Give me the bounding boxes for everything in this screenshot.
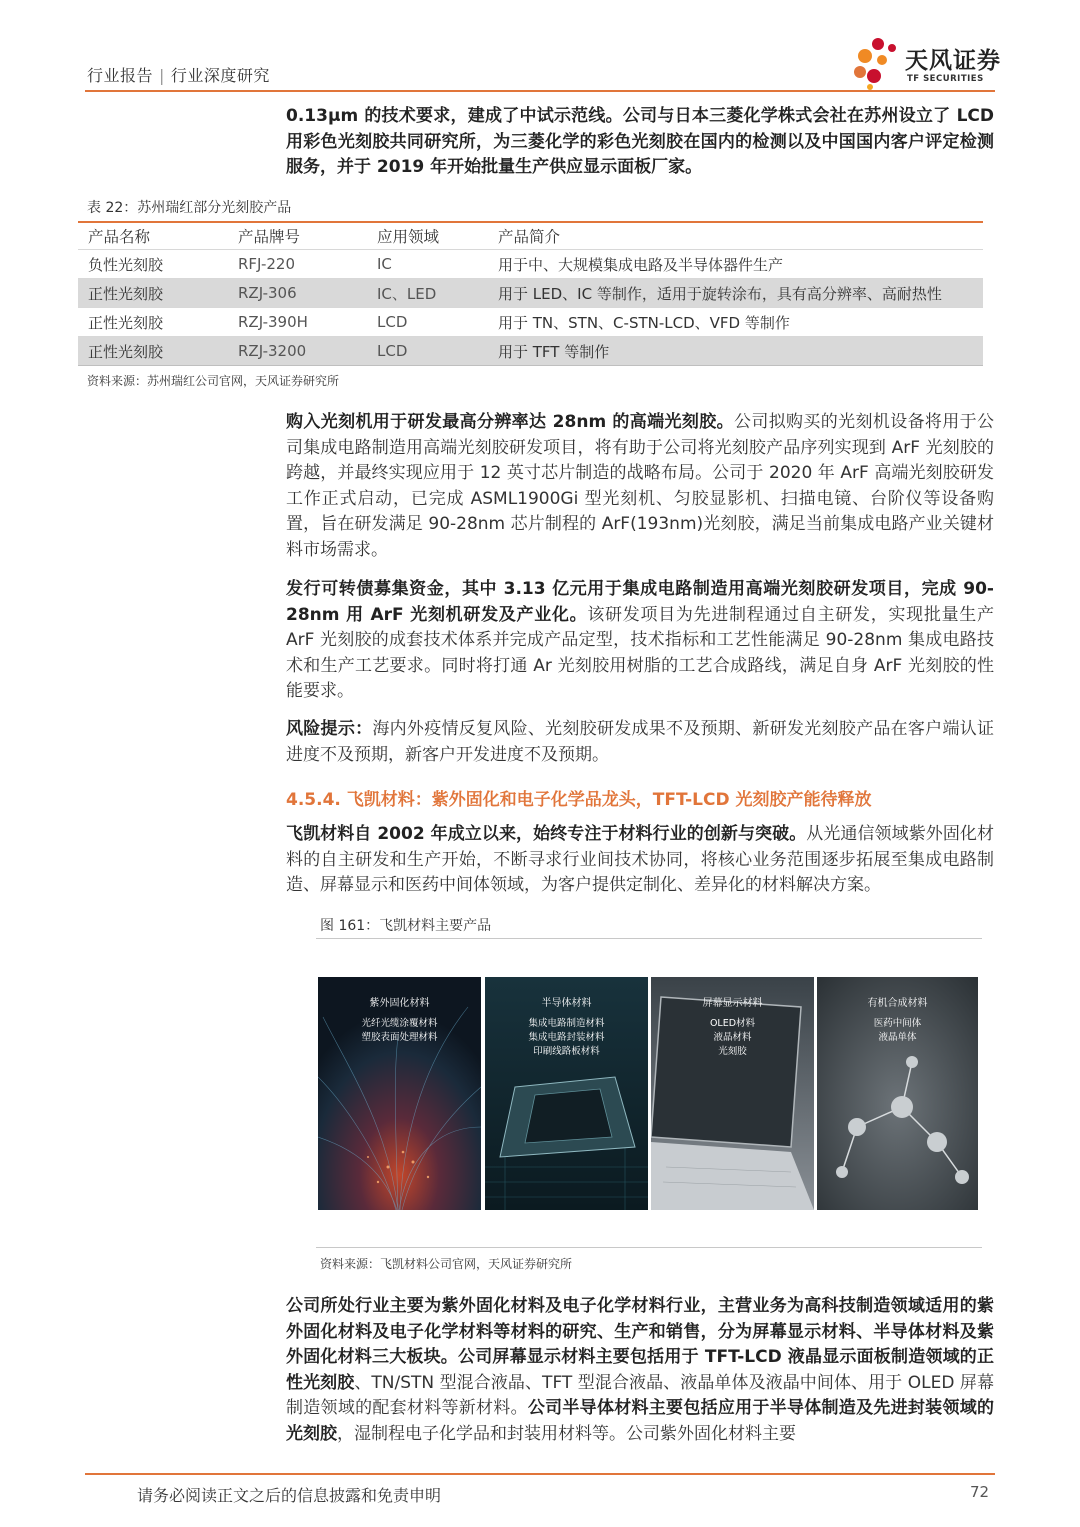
fiber-optic-image — [318, 977, 481, 1210]
paragraph-convertible-bond — [286, 577, 994, 705]
table-row — [78, 250, 983, 279]
table-bottom-rule — [78, 365, 983, 366]
table-cell: 正性光刻胶 — [78, 337, 228, 366]
panel-item: 集成电路封装材料 — [528, 1032, 605, 1043]
tf-securities-logo-icon — [848, 36, 908, 90]
logo-text-cn: 天风证券 — [905, 48, 1001, 74]
table-cell: LCD — [367, 308, 488, 337]
table-cell: 正性光刻胶 — [78, 279, 228, 308]
figure-source: 资料来源：飞凯材料公司官网，天风证券研究所 — [320, 1257, 573, 1271]
table-header-cell: 产品名称 — [88, 228, 151, 246]
panel-items — [318, 1017, 481, 1045]
table-header-cell: 产品牌号 — [238, 228, 301, 246]
logo-text-en: TF SECURITIES — [907, 74, 984, 84]
paragraph-risk — [286, 717, 994, 768]
paragraph-company-intro — [286, 822, 994, 899]
figure-caption: 图 161：飞凯材料主要产品 — [320, 918, 492, 934]
panel-item: 塑胶表面处理材料 — [361, 1032, 438, 1043]
page-number: 72 — [970, 1483, 990, 1501]
paragraph-business — [286, 1294, 994, 1447]
table-cell: IC、LED — [367, 279, 488, 308]
figure-bottom-rule — [316, 1247, 982, 1248]
intro-text: 0.13μm 的技术要求，建成了中试示范线。公司与日本三菱化学株式会社在苏州设立了 LCD 用彩色光刻胶共同研究所，为三菱化学的彩色光刻胶在国内的检测以及中国国内客户评定检测服务，并于 2019 年开始批量生产供应显示面板厂家。 — [286, 106, 994, 177]
panel-item: 印刷线路板材料 — [533, 1046, 600, 1057]
table-cell: RFJ-220 — [228, 250, 367, 279]
paragraph-lead: 发行可转债募集资金，其中 3.13 亿元用于集成电路制造用高端光刻胶研发项目，完成 90-28nm 用 ArF 光刻机研发及产业化。 — [286, 579, 994, 625]
paragraph-lead: 购入光刻机用于研发最高分辨率达 28nm 的高端光刻胶。 — [286, 412, 734, 432]
table-header-cell: 产品简介 — [498, 228, 561, 246]
panel-title: 紫外固化材料 — [369, 998, 430, 1009]
paragraph-emphasis: 公司半导体材料主要包括应用于半导体制造及先进封装领域的光刻胶 — [286, 1398, 995, 1444]
report-type — [87, 63, 270, 86]
panel-items — [485, 1017, 648, 1059]
table-row — [78, 279, 983, 308]
intro-paragraph — [286, 104, 994, 181]
header-rule — [85, 90, 995, 92]
panel-title: 半导体材料 — [541, 998, 592, 1009]
table-cell: RZJ-3200 — [228, 337, 367, 366]
paragraph-lead: 公司所处行业主要为紫外固化材料及电子化学材料行业，主营业务为高科技制造领域适用的紫外固化材料及电子化学材料等材料的研究、生产和销售，分为屏幕显示材料、半导体材料及紫外固化材料三大板块。公司屏幕显示材料主要包括用于 TFT-LCD 液晶显示面板制造领域的正性光刻胶 — [286, 1296, 994, 1393]
panel-item: 医药中间体 — [873, 1018, 922, 1029]
panel-item: 光刻胶 — [718, 1046, 747, 1057]
table-source: 资料来源：苏州瑞红公司官网，天风证券研究所 — [87, 374, 340, 388]
footer-rule — [85, 1473, 995, 1475]
table-cell: RZJ-390H — [228, 308, 367, 337]
table-row — [78, 337, 983, 366]
paragraph-body: 海内外疫情反复风险、光刻胶研发成果不及预期、新研发光刻胶产品在客户端认证进度不及预期，新客户开发进度不及预期。 — [286, 719, 994, 765]
report-category: 行业报告 — [87, 66, 154, 85]
table-cell: 负性光刻胶 — [78, 250, 228, 279]
paragraph-body: ，湿制程电子化学品和封装用材料等。公司紫外固化材料主要 — [337, 1423, 796, 1444]
paragraph-lead: 飞凯材料自 2002 年成立以来，始终专注于材料行业的创新与突破。 — [286, 824, 807, 844]
table-caption: 表 22：苏州瑞红部分光刻胶产品 — [87, 200, 292, 216]
table-cell: 用于中、大规模集成电路及半导体器件生产 — [488, 250, 983, 279]
paragraph-lead: 风险提示： — [286, 719, 373, 739]
chip-image — [485, 977, 648, 1210]
panel-item: 液晶材料 — [713, 1032, 752, 1043]
paragraph-body: 从光通信领域紫外固化材料的自主研发和生产开始，不断寻求行业间技术协同，将核心业务范围逐步拓展至集成电路制造、屏幕显示和医药中间体领域，为客户提供定制化、差异化的材料解决方案。 — [286, 824, 994, 895]
paragraph-body: 该研发项目为先进制程通过自主研发，实现批量生产 ArF 光刻胶的成套技术体系并完成产品定型，技术指标和工艺性能满足 90-28nm 集成电路技术和生产工艺要求。同时将打通 Ar 光刻胶用树脂的工艺合成路线，满足自身 ArF 光刻胶的性能要求。 — [286, 604, 994, 701]
paragraph-lithography — [286, 410, 994, 563]
figure-top-rule — [316, 938, 982, 939]
table-cell: 正性光刻胶 — [78, 308, 228, 337]
paragraph-body: 、TN/STN 型混合液晶、TFT 型混合液晶、液晶单体及液晶中间体、用于 OLED 屏幕制造领域的配套材料等新材料。 — [286, 1372, 994, 1418]
report-subcategory: 行业深度研究 — [170, 66, 270, 85]
table-cell: RZJ-306 — [228, 279, 367, 308]
table-header-cell: 应用领域 — [377, 228, 440, 246]
panel-item: OLED材料 — [709, 1018, 756, 1029]
table-cell: 用于 LED、IC 等制作，适用于旋转涂布，具有高分辨率、高耐热性 — [488, 279, 983, 308]
header-separator: | — [159, 66, 165, 85]
panel-item: 光纤光缆涂覆材料 — [361, 1018, 438, 1029]
section-title: 4.5.4. 飞凯材料：紫外固化和电子化学品龙头，TFT-LCD 光刻胶产能待释放 — [286, 790, 872, 810]
laptop-image — [651, 977, 814, 1210]
molecule-image — [817, 977, 978, 1210]
panel-items — [817, 1017, 978, 1045]
table-row — [78, 308, 983, 337]
panel-title: 有机合成材料 — [867, 998, 928, 1009]
table-cell: 用于 TN、STN、C-STN-LCD、VFD 等制作 — [488, 308, 983, 337]
panel-item: 集成电路制造材料 — [528, 1018, 605, 1029]
table-header-row — [78, 223, 983, 250]
figure-panel-organic — [817, 977, 978, 1210]
figure-panel-uv — [318, 977, 481, 1210]
table-cell: IC — [367, 250, 488, 279]
figure-panel-display — [651, 977, 814, 1210]
panel-items — [651, 1017, 814, 1059]
table-cell: LCD — [367, 337, 488, 366]
panel-item: 液晶单体 — [878, 1032, 917, 1043]
figure-panel-semiconductor — [485, 977, 648, 1210]
panel-title: 屏幕显示材料 — [702, 998, 763, 1009]
footer-disclaimer: 请务必阅读正文之后的信息披露和免责申明 — [137, 1486, 442, 1505]
paragraph-body: 公司拟购买的光刻机设备将用于公司集成电路制造用高端光刻胶研发项目，将有助于公司将光刻胶产品序列实现到 ArF 光刻胶的跨越，并最终实现应用于 12 英寸芯片制造的战略布局。公司于 2020 年 ArF 高端光刻胶研发工作正式启动，已完成 ASML1900Gi 型光刻机、匀胶显影机、扫描电镜、台阶仪等设备购置，旨在研发满足 90-28nm 芯片制程的 ArF(193nm)光刻胶，满足当前集成电路产业关键材料市场需求。 — [286, 412, 995, 560]
product-table — [78, 223, 983, 365]
table-cell: 用于 TFT 等制作 — [488, 337, 983, 366]
